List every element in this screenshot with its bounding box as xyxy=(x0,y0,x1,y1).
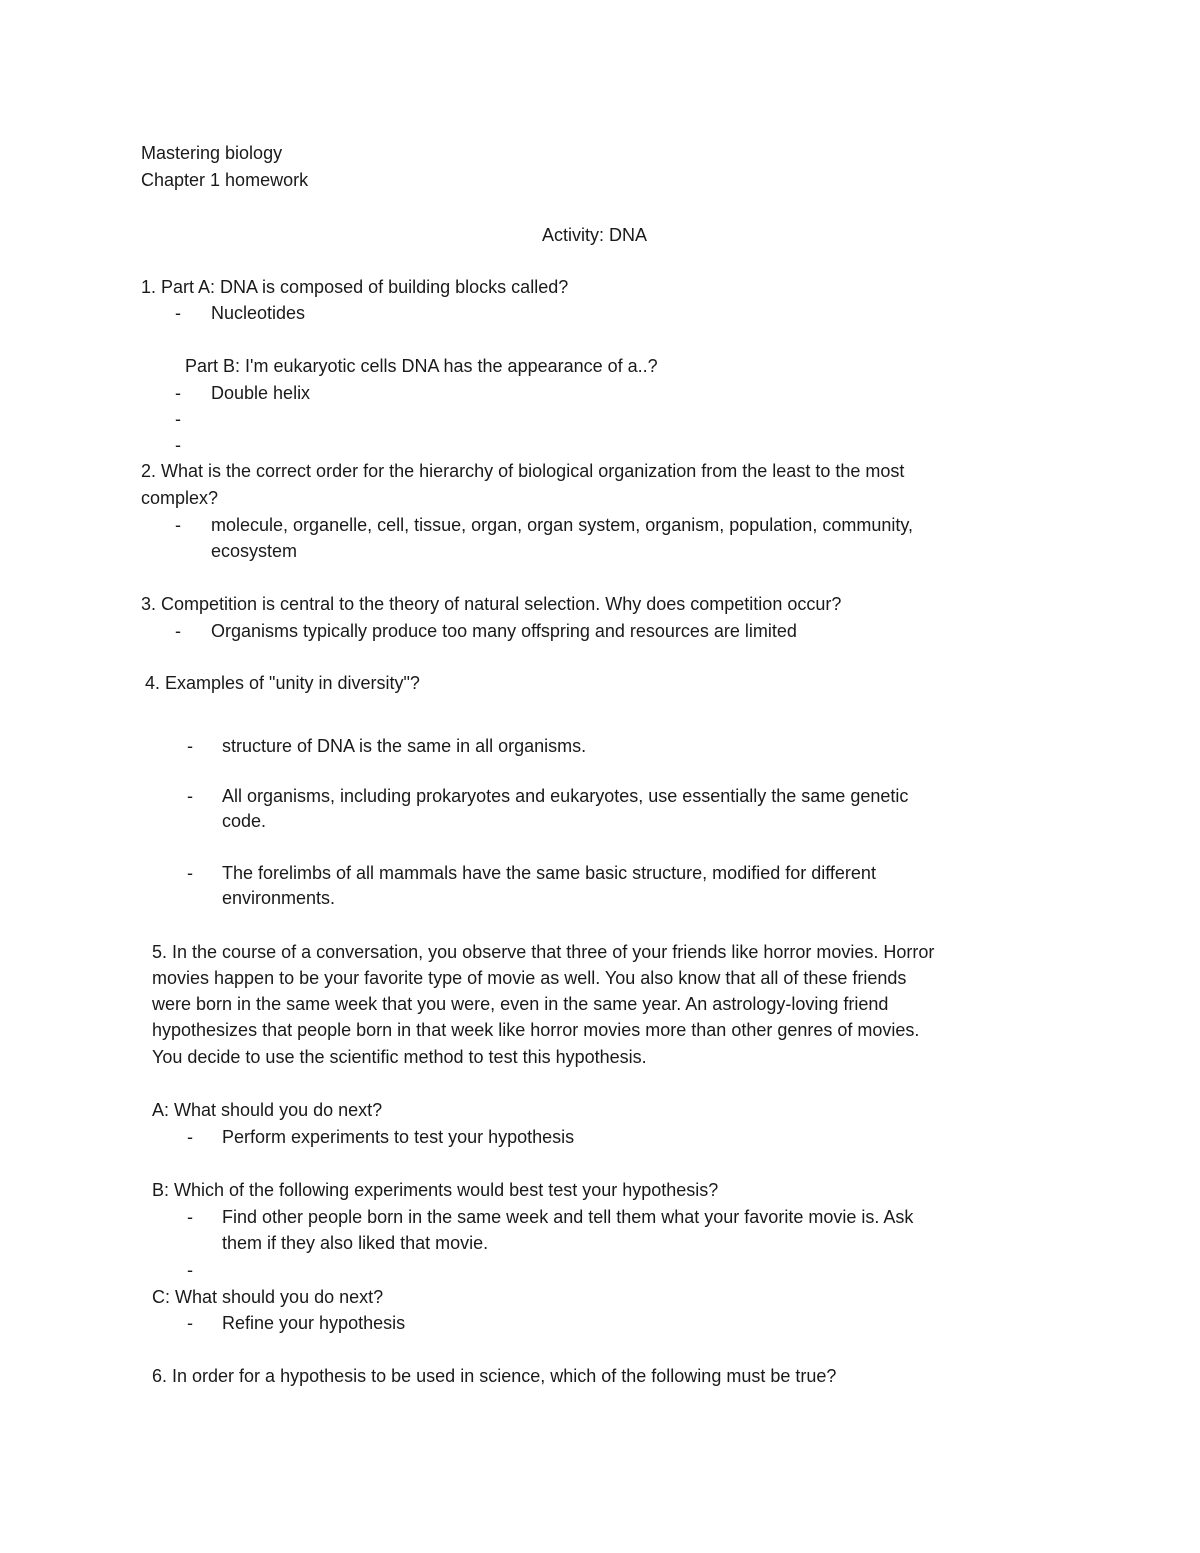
q5-part-c: C: What should you do next? xyxy=(152,1287,384,1307)
q3-question: 3. Competition is central to the theory of natural selection. Why does competition occur? xyxy=(141,594,842,614)
q4-answer-2-line-1: All organisms, including prokaryotes and eukaryotes, use essentially the same genetic xyxy=(222,786,909,806)
bullet-dash: - xyxy=(175,383,181,403)
q5-line-2: movies happen to be your favorite type of movie as well. You also know that all of these friends xyxy=(152,968,907,988)
q4-question: 4. Examples of "unity in diversity"? xyxy=(145,673,420,693)
q5-part-b-answer-line-1: Find other people born in the same week and tell them what your favorite movie is. Ask xyxy=(222,1207,914,1227)
q5-line-1: 5. In the course of a conversation, you observe that three of your friends like horror movies. Horror xyxy=(152,942,935,962)
bullet-dash: - xyxy=(175,409,181,429)
bullet-dash: - xyxy=(187,1260,193,1280)
q5-part-a-answer: Perform experiments to test your hypothesis xyxy=(222,1127,575,1147)
q5-line-5: You decide to use the scientific method to test this hypothesis. xyxy=(152,1047,647,1067)
q5-part-b: B: Which of the following experiments would best test your hypothesis? xyxy=(152,1180,719,1200)
q6-question: 6. In order for a hypothesis to be used in science, which of the following must be true? xyxy=(152,1366,837,1386)
q2-line-1: 2. What is the correct order for the hierarchy of biological organization from the least to the most xyxy=(141,461,905,481)
q2-answer-line-1: molecule, organelle, cell, tissue, organ, organ system, organism, population, community, xyxy=(211,515,914,535)
q1-part-a-answer: Nucleotides xyxy=(211,303,306,323)
bullet-dash: - xyxy=(175,303,181,323)
activity-title: Activity: DNA xyxy=(542,225,648,245)
q5-part-a: A: What should you do next? xyxy=(152,1100,383,1120)
q3-answer: Organisms typically produce too many offspring and resources are limited xyxy=(211,621,797,641)
q5-part-b-answer-line-2: them if they also liked that movie. xyxy=(222,1233,489,1253)
bullet-dash: - xyxy=(175,515,181,535)
q2-answer-line-2: ecosystem xyxy=(211,541,298,561)
bullet-dash: - xyxy=(175,435,181,455)
bullet-dash: - xyxy=(187,863,193,883)
q5-line-3: were born in the same week that you were, even in the same year. An astrology-loving friend xyxy=(152,994,889,1014)
bullet-dash: - xyxy=(187,1313,193,1333)
bullet-dash: - xyxy=(187,1207,193,1227)
course-title: Mastering biology xyxy=(141,143,283,163)
q5-part-c-answer: Refine your hypothesis xyxy=(222,1313,406,1333)
q2-line-2: complex? xyxy=(141,488,219,508)
q4-answer-2-line-2: code. xyxy=(222,811,267,831)
q4-answer-3-line-2: environments. xyxy=(222,888,336,908)
bullet-dash: - xyxy=(175,621,181,641)
q1-part-b-answer: Double helix xyxy=(211,383,311,403)
q1-part-a: 1. Part A: DNA is composed of building blocks called? xyxy=(141,277,569,297)
bullet-dash: - xyxy=(187,1127,193,1147)
q4-answer-3-line-1: The forelimbs of all mammals have the same basic structure, modified for different xyxy=(222,863,876,883)
q4-answer-1: structure of DNA is the same in all organisms. xyxy=(222,736,587,756)
q5-line-4: hypothesizes that people born in that week like horror movies more than other genres of movies. xyxy=(152,1020,920,1040)
assignment-title: Chapter 1 homework xyxy=(141,170,309,190)
bullet-dash: - xyxy=(187,786,193,806)
bullet-dash: - xyxy=(187,736,193,756)
q1-part-b: Part B: I'm eukaryotic cells DNA has the appearance of a..? xyxy=(185,356,658,376)
